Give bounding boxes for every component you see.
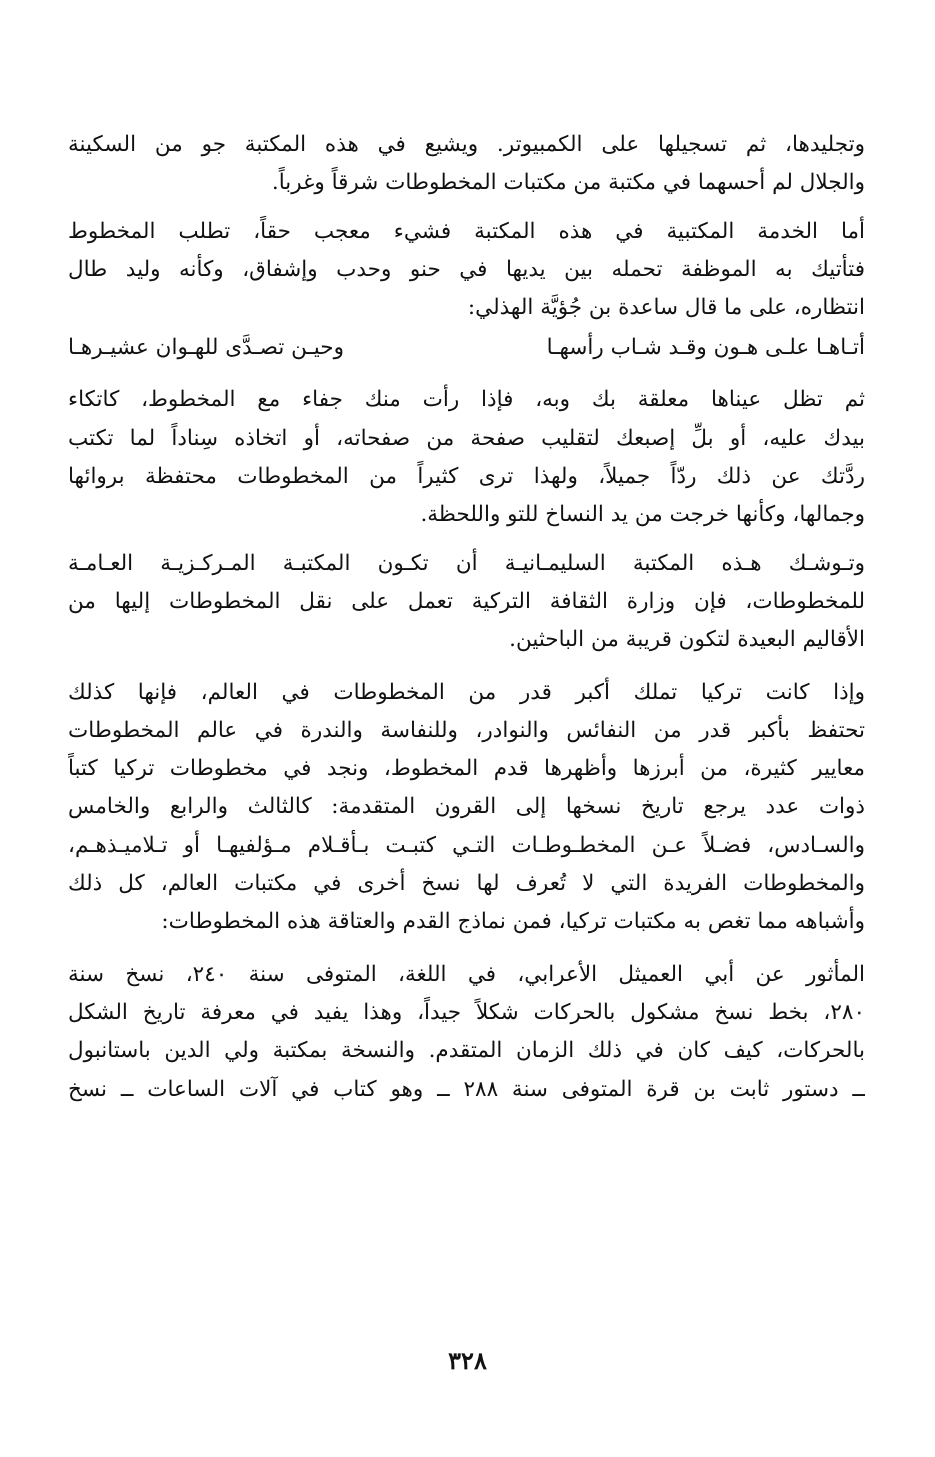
paragraph-5 — [68, 674, 865, 942]
text-line: وجمالها، وكأنها خرجت من يد النساخ للتو واللحظة. — [420, 502, 865, 528]
text-line: وإذا كانت تركيا تملك أكبر قدر من المخطوطات في العالم، فإنها كذلك — [68, 679, 865, 705]
page-body — [68, 126, 865, 1109]
page-number: ٣٢٨ — [448, 1346, 487, 1375]
text-line: والسـادس، فضـلاً عـن المخطـوطـات التـي كتبـت بـأقـلام مـؤلفيهـا أو تـلاميـذهـم، — [68, 832, 865, 858]
text-line: وتجليدها، ثم تسجيلها على الكمبيوتر. ويشيع في هذه المكتبة جو من السكينة — [68, 132, 865, 157]
text-line: للمخطوطات، فإن وزارة الثقافة التركية تعمل على نقل المخطوطات إليها من — [68, 588, 865, 614]
text-line: وتـوشـك هـذه المكتبة السليمـانيـة أن تكـون المكتبـة المـركـزيـة العـامـة — [68, 550, 865, 576]
verse-second-hemistich: وحيـن تصـدَّى للهـوان عشيـرهـا — [68, 335, 344, 361]
text-line: تحتفظ بأكبر قدر من النفائس والنوادر، وللنفاسة والندرة في عالم المخطوطات — [68, 717, 865, 743]
text-line: أما الخدمة المكتبية في هذه المكتبة فشيء معجب حقاً، تطلب المخطوط — [68, 218, 865, 244]
text-line: والجلال لم أحسهما في مكتبة من مكتبات المخطوطات شرقاً وغرباً. — [271, 170, 865, 196]
text-line: فتأتيك به الموظفة تحمله بين يديها في حنو وحدب وإشفاق، وكأنه وليد طال — [68, 256, 865, 282]
text-line: ذوات عدد يرجع تاريخ نسخها إلى القرون المتقدمة: كالثالث والرابع والخامس — [68, 794, 865, 820]
verse-first-hemistich: أتـاهـا علـى هـون وقـد شـاب رأسهـا — [546, 335, 865, 361]
text-line: ثم تظل عيناها معلقة بك وبه، فإذا رأت منك جفاء مع المخطوط، كاتكاء — [68, 387, 865, 413]
text-line: بيدك عليه، أو بلِّ إصبعك لتقليب صفحة من صفحاته، أو اتخاذه سِناداً لما تكتب — [68, 425, 865, 451]
text-line: ردَّتك عن ذلك ردّاً جميلاً، ولهذا ترى كثيراً من المخطوطات محتفظة بروائها — [68, 464, 865, 490]
text-line: بالحركات، كيف كان في ذلك الزمان المتقدم. والنسخة بمكتبة ولي الدين باستانبول — [68, 1038, 865, 1064]
text-line: ٢٨٠، بخط نسخ مشكول بالحركات شكلاً جيداً، وهذا يفيد في معرفة تاريخ الشكل — [68, 999, 865, 1025]
text-line: معايير كثيرة، من أبرزها وأظهرها قدم المخطوط، ونجد في مخطوطات تركيا كتباً — [68, 756, 865, 782]
text-line: وأشباهه مما تغص به مكتبات تركيا، فمن نماذج القدم والعتاقة هذه المخطوطات: — [161, 909, 865, 935]
paragraph-3 — [68, 381, 865, 534]
paragraph-1 — [68, 126, 865, 203]
text-line: ــ دستور ثابت بن قرة المتوفى سنة ٢٨٨ ــ وهو كتاب في آلات الساعات ــ نسخ — [68, 1076, 865, 1102]
poetry-verse — [68, 329, 865, 367]
paragraph-4 — [68, 545, 865, 660]
paragraph-6 — [68, 956, 865, 1109]
text-line: انتظاره، على ما قال ساعدة بن جُؤيَّة الهذلي: — [467, 295, 865, 321]
text-line: والمخطوطات الفريدة التي لا تُعرف لها نسخ أخرى في مكتبات العالم، كل ذلك — [68, 871, 865, 897]
text-line: الأقاليم البعيدة لتكون قريبة من الباحثين. — [509, 627, 865, 653]
paragraph-2 — [68, 213, 865, 328]
text-line: المأثور عن أبي العميثل الأعرابي، في اللغة، المتوفى سنة ٢٤٠، نسخ سنة — [68, 961, 865, 987]
